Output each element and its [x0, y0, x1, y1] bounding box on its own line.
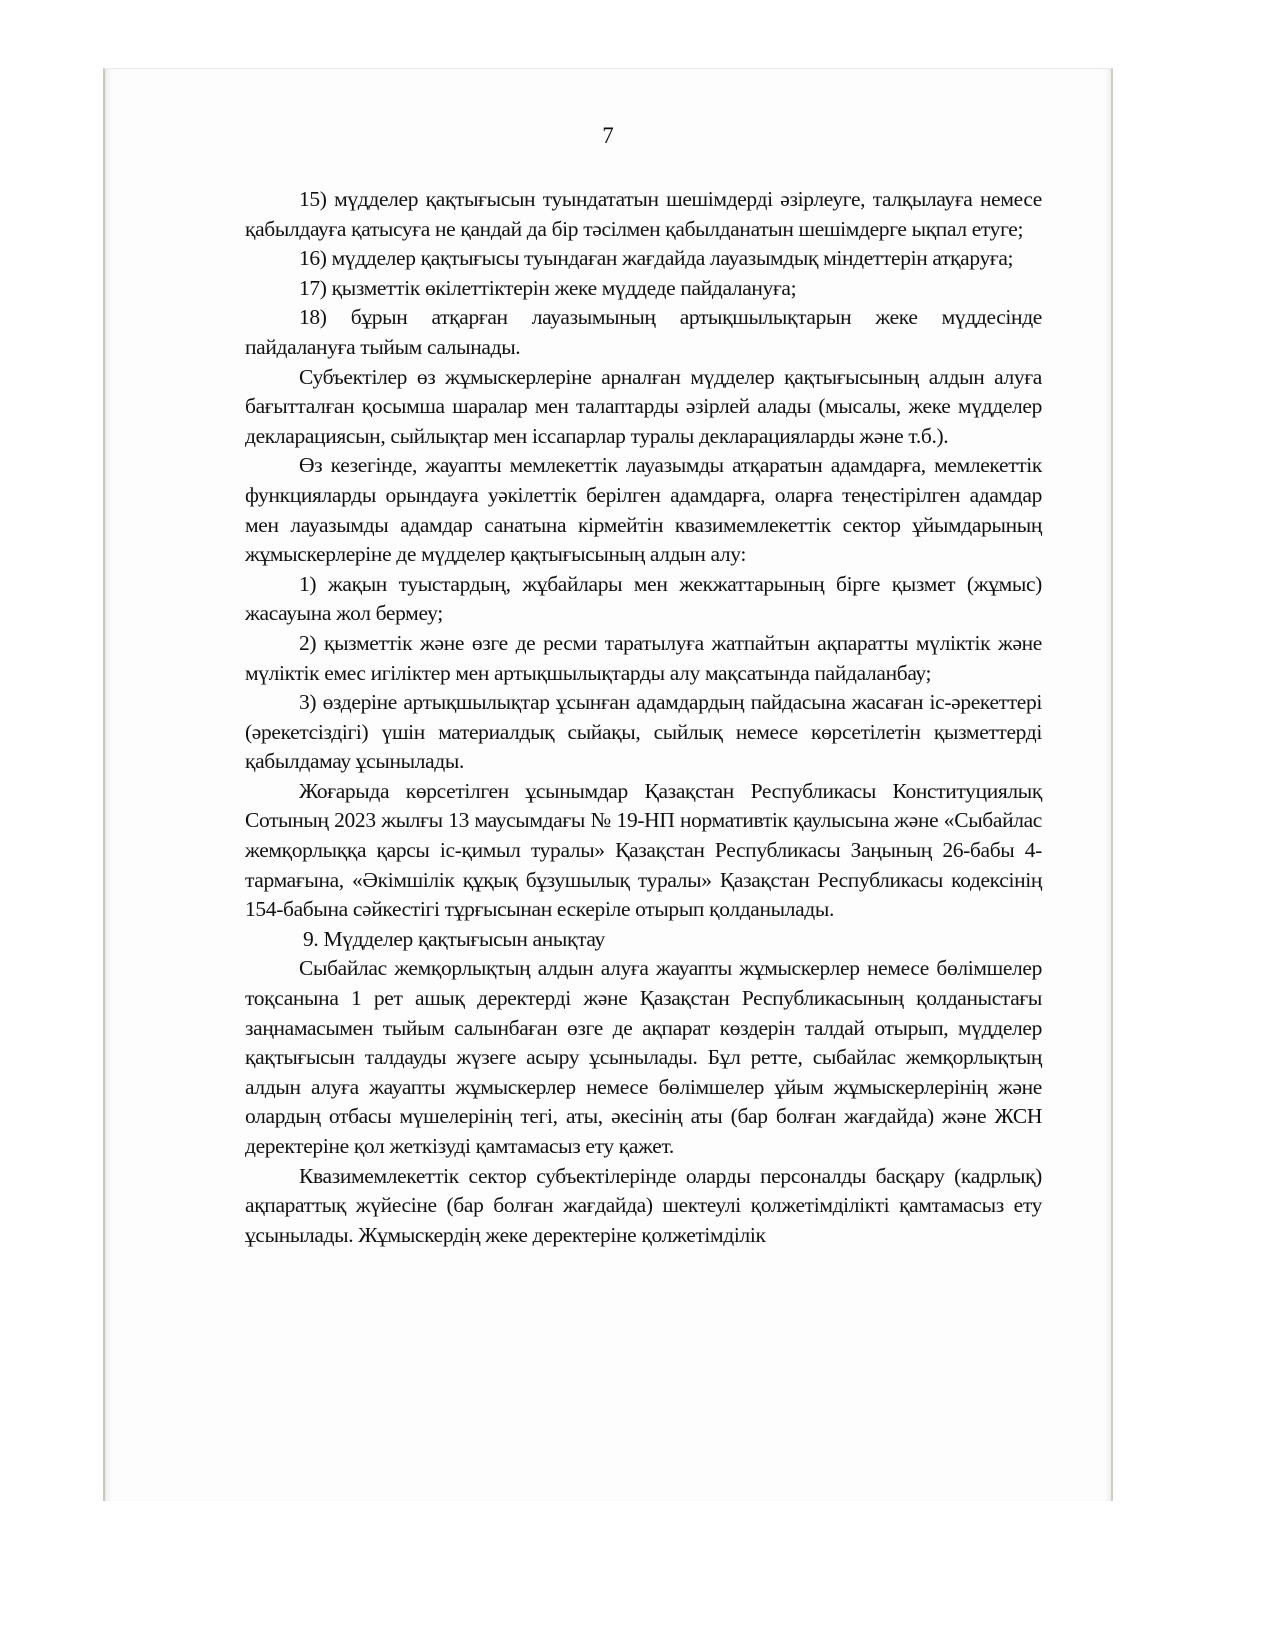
list-item-17: 17) қызметтік өкілеттіктерін жеке мүддеде пайдалануға;: [299, 275, 797, 300]
recommendation-item-2: 2) қызметтік және өзге де ресми таратылуға жатпайтын ақпаратты мүліктік және мүліктік емес игіліктер мен артықшылықтарды алу мақсатында пайдаланбау;: [245, 630, 1042, 685]
paragraph-prevention-intro: Өз кезегінде, жауапты мемлекеттік лауазымды атқаратын адамдарға, мемлекеттік функцияларды орындауға уәкілеттік берілген адамдарға, оларға теңестірілген адамдар мен лауазымды адамдар санатына кірмейтін квазимемлекеттік сектор ұйымдарының жұмыскерлеріне де мүдделер қақтығысының алдын алу:: [245, 453, 1042, 567]
list-item-16: 16) мүдделер қақтығысы туындаған жағдайда лауазымдық міндеттерін атқаруға;: [299, 246, 1014, 271]
paragraph-legal-basis: Жоғарыда көрсетілген ұсынымдар Қазақстан Республикасы Конституциялық Сотының 2023 жылғы 13 маусымдағы № 19-НП нормативтік қаулысына және «Сыбайлас жемқорлыққа қарсы іс-қимыл туралы» Қазақстан Республикасы Заңының 26-бабы 4-тармағына, «Әкімшілік құқық бұзушылық туралы» Қазақстан Республикасы кодексінің 154-бабына сәйкестігі тұрғысынан ескеріле отырып қолданылады.: [245, 778, 1042, 922]
paragraph-conflict-analysis: Сыбайлас жемқорлықтың алдын алуға жауапты жұмыскерлер немесе бөлімшелер тоқсанына 1 рет ашық деректерді және Қазақстан Республикасының қолданыстағы заңнамасымен тыйым салынбаған өзге де ақпарат көздерін талдай отырып, мүдделер қақтығысын талдауды жүзеге асыру ұсынылады. Бұл ретте, сыбайлас жемқорлықтың алдын алуға жауапты жұмыскерлер немесе бөлімшелер ұйым жұмыскерлерінің және олардың отбасы мүшелерінің тегі, аты, әкесінің аты (бар болған жағдайда) және ЖСН деректеріне қол жеткізуді қамтамасыз ету қажет.: [245, 956, 1042, 1158]
recommendation-item-3: 3) өздеріне артықшылықтар ұсынған адамдардың пайдасына жасаған іс-әрекеттері (әрекетсіздігі) үшін материалдық сыйақы, сыйлық немесе көрсетілетін қызметтерді қабылдамау ұсынылады.: [245, 690, 1042, 774]
paragraph-subjects-measures: Субъектілер өз жұмыскерлеріне арналған мүдделер қақтығысының алдын алуға бағытталған қосымша шаралар мен талаптарды әзірлей алады (мысалы, жеке мүдделер декларациясын, сыйлықтар мен іссапарлар туралы декларацияларды және т.б.).: [245, 364, 1042, 448]
page-number: 7: [602, 123, 614, 148]
list-item-15: 15) мүдделер қақтығысын туындататын шешімдерді әзірлеуге, талқылауға немесе қабылдауға қатысуға не қандай да бір тәсілмен қабылданатын шешімдерге ықпал етуге;: [245, 187, 1042, 241]
document-page: [103, 68, 1113, 1501]
recommendation-item-1: 1) жақын туыстардың, жұбайлары мен жекжаттарының бірге қызмет (жұмыс) жасауына жол бермеу;: [245, 571, 1042, 626]
paragraph-hr-system-access: Квазимемлекеттік сектор субъектілерінде оларды персоналды басқару (кадрлық) ақпараттық жүйесіне (бар болған жағдайда) шектеулі қолжетімділікті қамтамасыз ету ұсынылады. Жұмыскердің жеке деректеріне қолжетімділік: [245, 1163, 1042, 1247]
section-heading-9: 9. Мүдделер қақтығысын анықтау: [303, 926, 605, 951]
document-body: [245, 185, 1042, 1250]
list-item-18: 18) бұрын атқарған лауазымының артықшылықтарын жеке мүддесінде пайдалануға тыйым салынады.: [245, 305, 1042, 359]
